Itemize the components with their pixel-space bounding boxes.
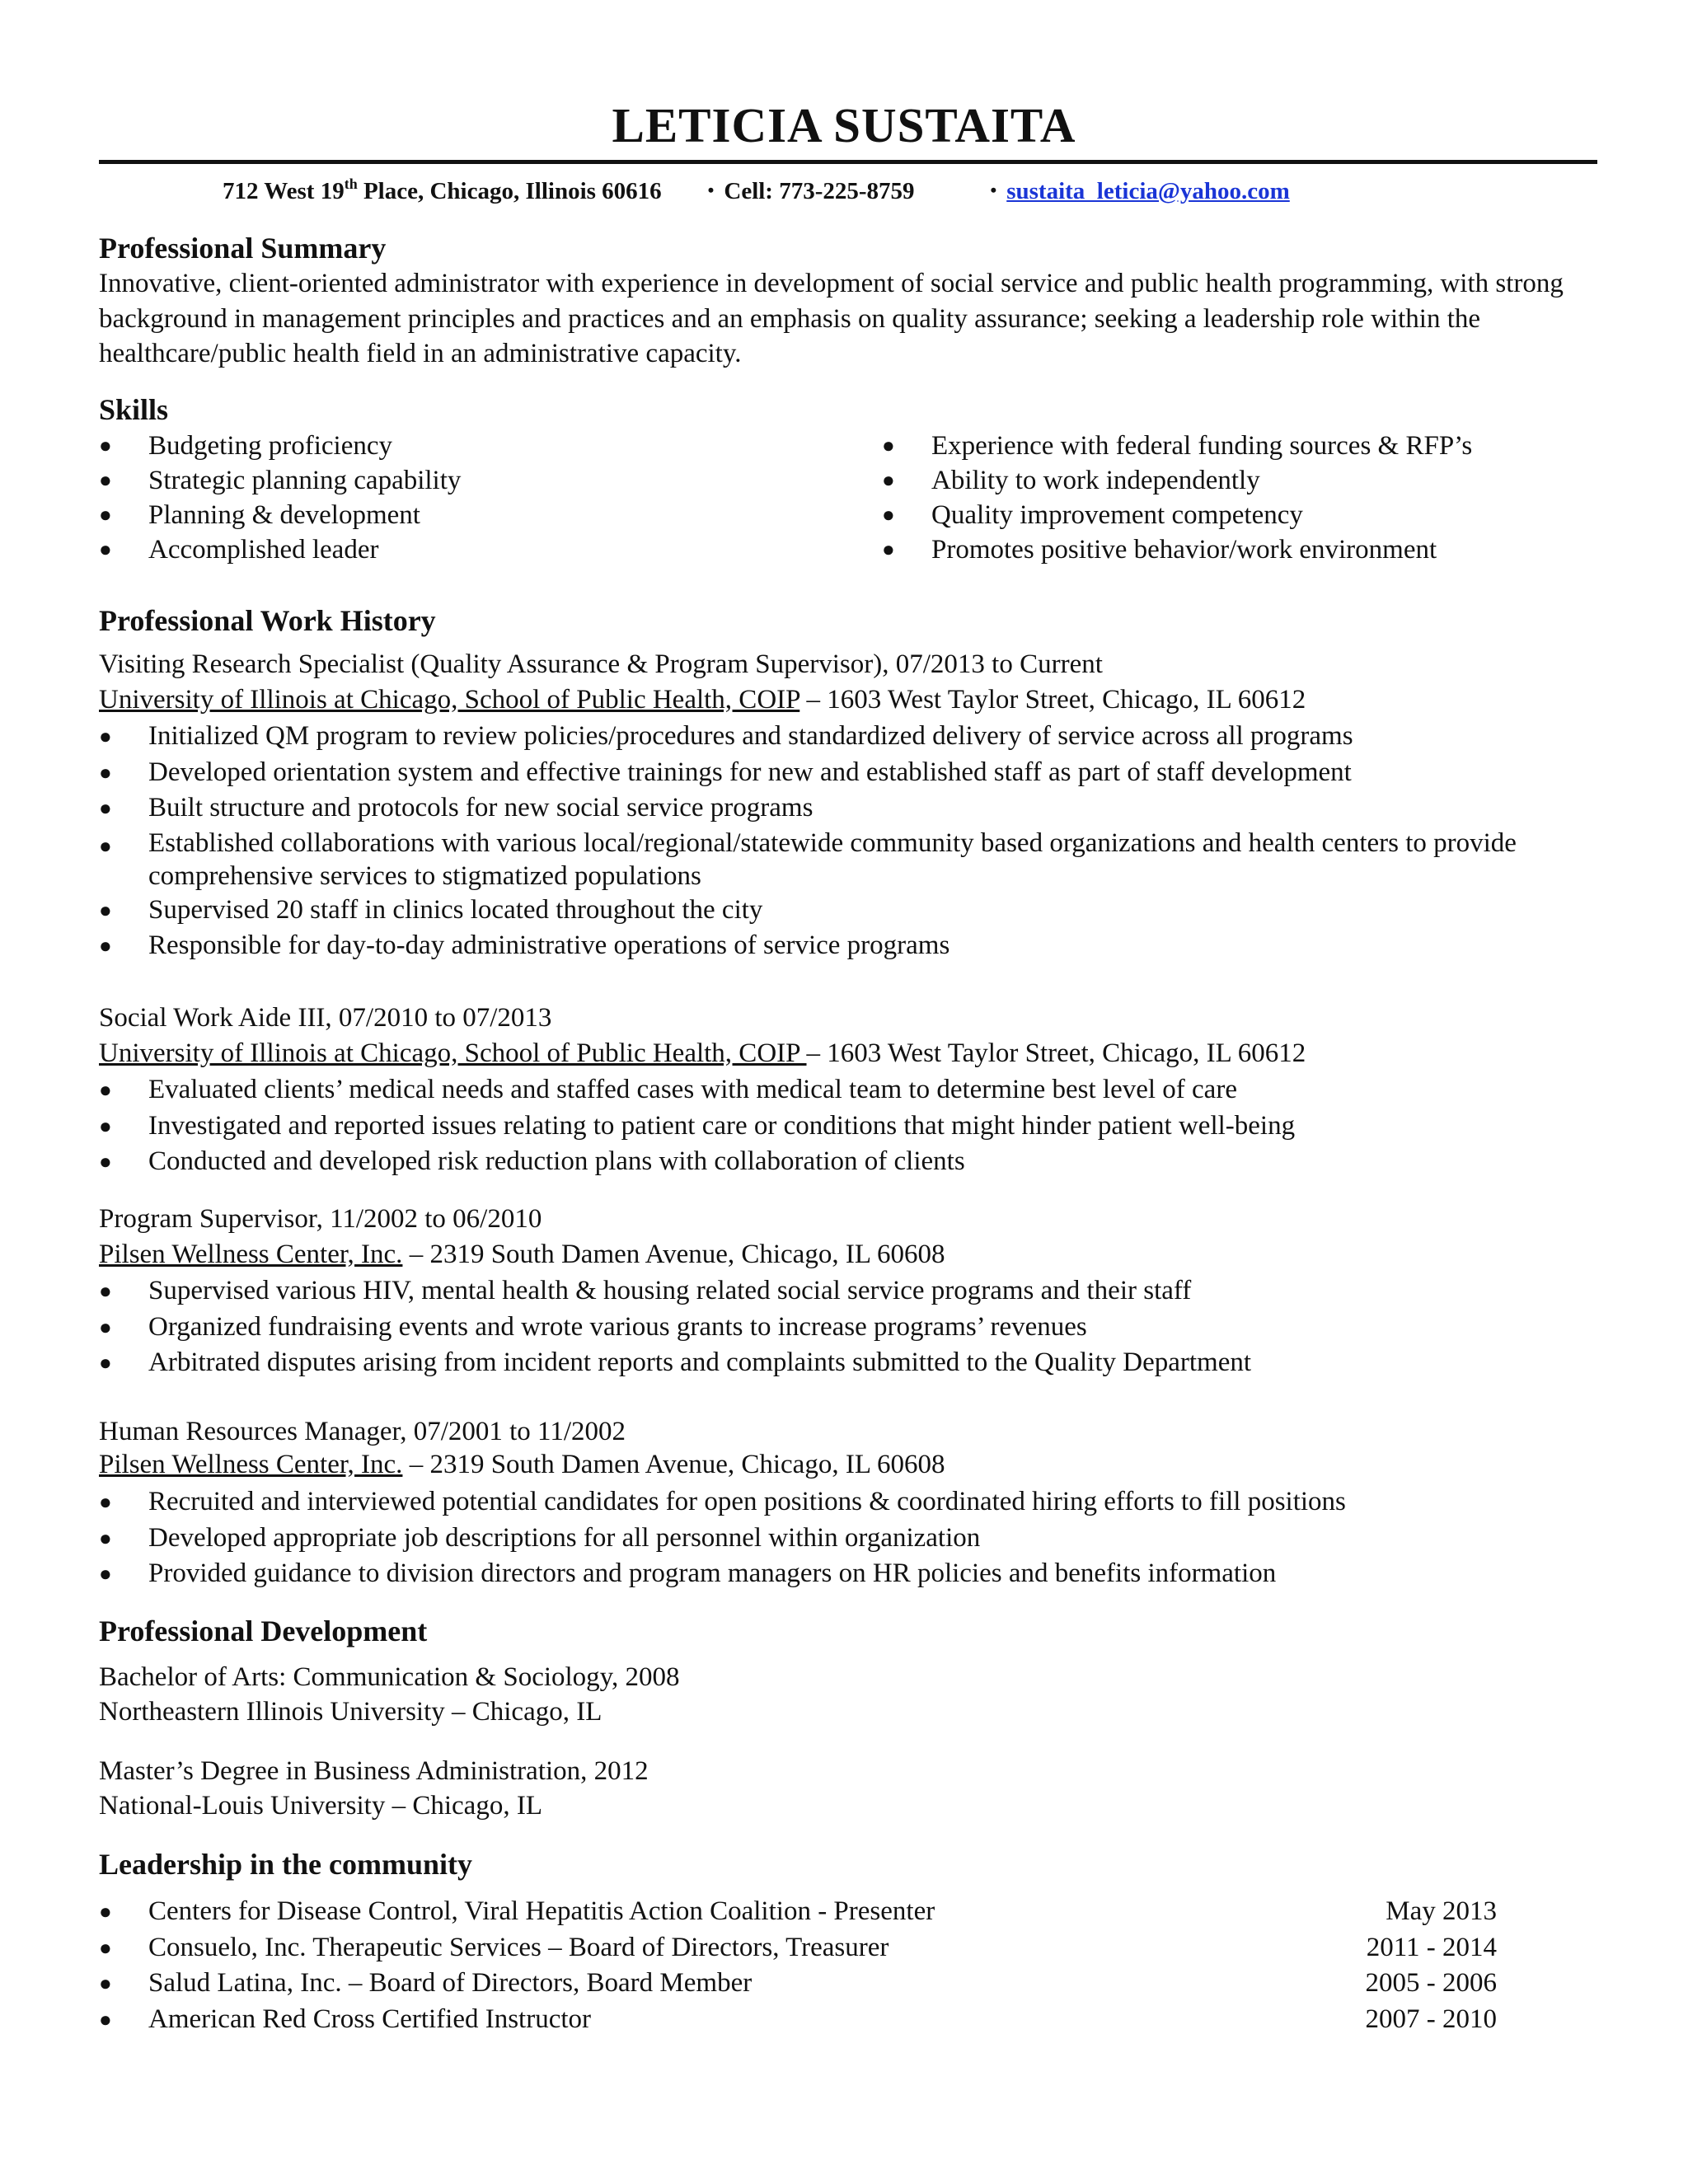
list-item: ● Consuelo, Inc. Therapeutic Services – Board of Directors, Treasurer 2011 - 2014 (99, 1930, 1497, 1966)
list-item: ● Supervised various HIV, mental health & housing related social service programs and their staff (99, 1273, 1582, 1310)
leadership-list (99, 1894, 1497, 2037)
bullet-icon: ● (99, 503, 112, 527)
list-item: ● Strategic planning capability (99, 463, 841, 498)
list-item: ● Provided guidance to division directors and program managers on HR policies and benefits information (99, 1556, 1582, 1592)
list-item: ● Supervised 20 staff in clinics located throughout the city (99, 893, 1582, 929)
bullet-icon: ● (99, 1935, 112, 1960)
list-item: ● Evaluated clients’ medical needs and staffed cases with medical team to determine best level of care (99, 1072, 1582, 1108)
development-heading: Professional Development (99, 1615, 428, 1647)
leadership-date: 2011 - 2014 (1366, 1932, 1497, 1962)
bullet-icon: ● (99, 1113, 112, 1138)
leadership-heading: Leadership in the community (99, 1848, 473, 1881)
bullet-icon: ● (99, 1490, 112, 1514)
list-item: ● Budgeting proficiency (99, 429, 841, 463)
leadership-date: 2005 - 2006 (1365, 1968, 1497, 1998)
bullet-icon: ● (99, 468, 112, 492)
bullet-icon: ● (99, 1351, 112, 1375)
bullet-icon: ● (99, 1078, 112, 1102)
list-item: ● American Red Cross Certified Instructor 2007 - 2010 (99, 2002, 1497, 2038)
job-organization: University of Illinois at Chicago, School of Public Health, COIP – 1603 West Taylor Street, Chicago, IL 60612 (99, 1038, 1306, 1068)
bullet-icon: ● (99, 1900, 112, 1924)
work-history-heading: Professional Work History (99, 604, 436, 637)
bullet-icon: ● (99, 434, 112, 457)
bullet-icon: ● (99, 1971, 112, 1995)
skills-list-left (99, 429, 841, 567)
bullet-icon: ● (99, 833, 112, 858)
job-organization: University of Illinois at Chicago, School of Public Health, COIP – 1603 West Taylor Street, Chicago, IL 60612 (99, 685, 1306, 715)
bullet-icon: ● (99, 796, 112, 820)
job-bullets (99, 1273, 1582, 1381)
list-item: ● Developed orientation system and effective trainings for new and established staff as part of staff development (99, 755, 1582, 791)
list-item: ● Promotes positive behavior/work environment (882, 532, 1624, 567)
list-item: ● Established collaborations with various local/regional/statewide community based organizations and health centers to provide comprehensive services to stigmatized populations (99, 827, 1517, 891)
leadership-date: 2007 - 2010 (1365, 2004, 1497, 2034)
list-item: ● Responsible for day-to-day administrative operations of service programs (99, 928, 1582, 964)
email-link[interactable]: sustaita_leticia@yahoo.com (1006, 178, 1290, 204)
bullet-icon: ● (99, 1150, 112, 1174)
job-title: Social Work Aide III, 07/2010 to 07/2013 (99, 1003, 552, 1033)
summary-heading: Professional Summary (99, 232, 387, 265)
job-organization: Pilsen Wellness Center, Inc. – 2319 South Damen Avenue, Chicago, IL 60608 (99, 1450, 945, 1479)
list-item: ● Planning & development (99, 498, 841, 532)
list-item: ● Conducted and developed risk reduction plans with collaboration of clients (99, 1144, 1582, 1180)
skills-list-right (882, 429, 1624, 567)
bullet-icon: ● (99, 934, 112, 958)
school: National-Louis University – Chicago, IL (99, 1791, 542, 1821)
bullet-icon: • (707, 180, 715, 200)
skills-heading: Skills (99, 393, 169, 426)
job-title: Human Resources Manager, 07/2001 to 11/2002 (99, 1417, 626, 1446)
job-organization: Pilsen Wellness Center, Inc. – 2319 South Damen Avenue, Chicago, IL 60608 (99, 1240, 945, 1269)
degree: Master’s Degree in Business Administration, 2012 (99, 1756, 649, 1786)
job-bullets (99, 719, 1582, 964)
bullet-icon: ● (99, 898, 112, 922)
contact-line (223, 173, 1290, 209)
list-item: ● Investigated and reported issues relating to patient care or conditions that might hinder patient well-being (99, 1108, 1582, 1145)
job-bullets (99, 1484, 1582, 1592)
candidate-name: LETICIA SUSTAITA (612, 98, 1076, 152)
bullet-icon: ● (882, 468, 895, 492)
list-item: ● Initialized QM program to review policies/procedures and standardized delivery of service across all programs (99, 719, 1582, 755)
list-item: ● Developed appropriate job descriptions for all personnel within organization (99, 1521, 1582, 1557)
list-item: ● Ability to work independently (882, 463, 1624, 498)
header-divider (99, 160, 1597, 164)
job-title: Visiting Research Specialist (Quality Assurance & Program Supervisor), 07/2013 to Current (99, 649, 1103, 679)
job-title: Program Supervisor, 11/2002 to 06/2010 (99, 1204, 542, 1234)
bullet-icon: • (990, 180, 997, 200)
list-item: ● Built structure and protocols for new social service programs (99, 790, 1582, 827)
list-item: ● Organized fundraising events and wrote various grants to increase programs’ revenues (99, 1310, 1582, 1346)
bullet-icon: ● (99, 1562, 112, 1586)
list-item: ● Experience with federal funding sources & RFP’s (882, 429, 1624, 463)
bullet-icon: ● (99, 724, 112, 748)
list-item: ● Recruited and interviewed potential candidates for open positions & coordinated hiring efforts to fill positions (99, 1484, 1582, 1521)
leadership-date: May 2013 (1386, 1896, 1497, 1926)
school: Northeastern Illinois University – Chicago, IL (99, 1697, 603, 1727)
list-item: ● Salud Latina, Inc. – Board of Directors, Board Member 2005 - 2006 (99, 1966, 1497, 2002)
list-item: ● Quality improvement competency (882, 498, 1624, 532)
bullet-icon: ● (99, 1315, 112, 1339)
bullet-icon: ● (882, 503, 895, 527)
list-item: ● Arbitrated disputes arising from incident reports and complaints submitted to the Quality Department (99, 1345, 1582, 1381)
address: 712 West 19th Place, Chicago, Illinois 60616 (223, 176, 662, 204)
summary-text: Innovative, client-oriented administrator with experience in development of social service and public health programming, with strong background in management principles and practices and an emphasis on quality assurance; seeking a leadership role within the healthcare/public health field in an administrative capacity. (99, 269, 1564, 368)
bullet-icon: ● (99, 537, 112, 561)
degree: Bachelor of Arts: Communication & Sociology, 2008 (99, 1662, 680, 1692)
list-item: ● Accomplished leader (99, 532, 841, 567)
job-bullets (99, 1072, 1582, 1180)
bullet-icon: ● (882, 537, 895, 561)
list-item: ● Centers for Disease Control, Viral Hepatitis Action Coalition - Presenter May 2013 (99, 1894, 1497, 1930)
bullet-icon: ● (99, 1279, 112, 1303)
bullet-icon: ● (99, 1526, 112, 1550)
bullet-icon: ● (99, 760, 112, 785)
cell-phone: Cell: 773-225-8759 (724, 178, 915, 204)
bullet-icon: ● (882, 434, 895, 457)
bullet-icon: ● (99, 2007, 112, 2032)
